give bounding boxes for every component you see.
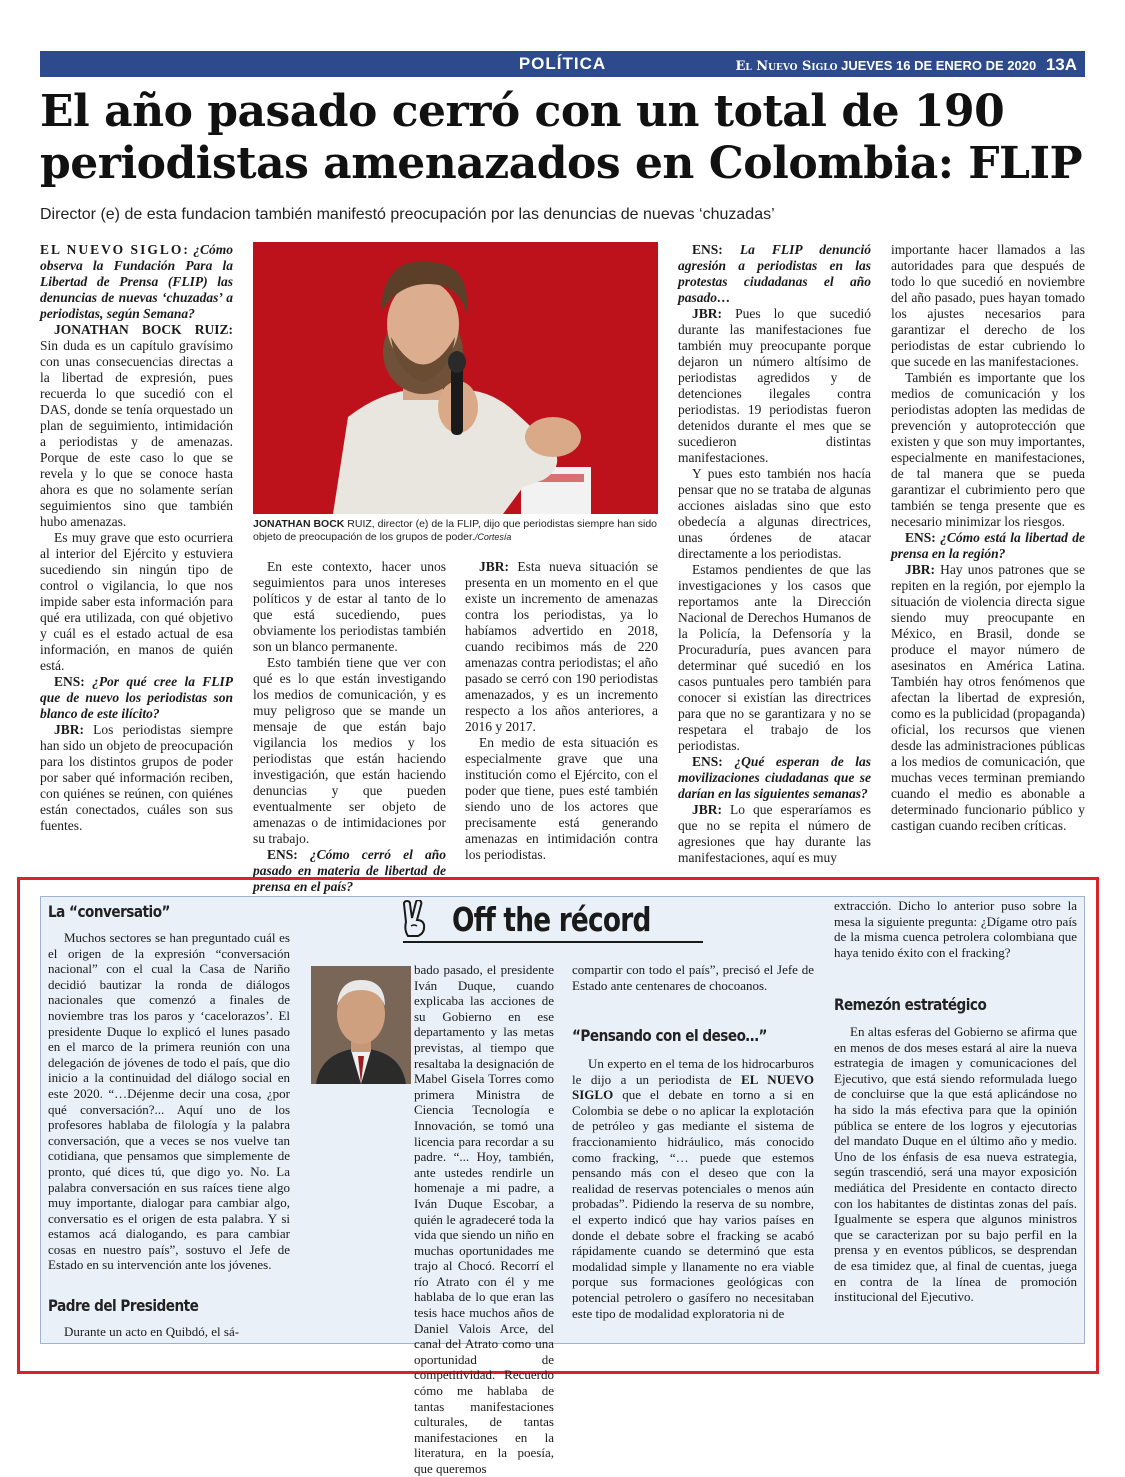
answer-speaker: JBR: — [54, 722, 84, 737]
otr-column-3-body — [572, 1056, 814, 1321]
answer-text: Lo que esperaríamos es que no se repita el número de agresiones que hay durante las manifestaciones, aquí es muy — [678, 802, 871, 865]
answer-speaker: JBR: — [905, 562, 935, 577]
question-text: ¿Cómo cerró el año pasado en materia de libertad de prensa en el país? — [253, 847, 446, 894]
question-lead: EL NUEVO SIGLO: — [40, 242, 190, 257]
answer-text: Hay unos patrones que se repiten en la región, por ejemplo la situación de violencia directa sigue siendo muy preocupante en México, en Brasil, donde se produce el mayor número de asesinatos en América Latina. También hay otros fenómenos que afectan la libertad de expresión, como es la publicidad (propaganda) oficial, los recursos que vienen desde las administraciones públicas a los medios de comunicación, que muchas veces terminan premiando cuando el medio es abonable a determinado funcionario público y castigan cuando reciben críticas. — [891, 562, 1085, 833]
paragraph: Muchos sectores se han preguntado cuál es el origen de la expresión “conversación nacional” con el cual la Casa de Nariño decidió bautizar la ronda de diálogos nacionales que comenzó a finales de noviembre tras los paros y ‘cacelorazos’. El presidente Duque lo explicó el lunes pasado en el marco de la primera reunión con una delegación de jóvenes de todo el país, que dio inicio a la continuidad del diálogo social en este 2020. “…Déjenme decir una cosa, ¿por qué conversación?... Aquí uno de los profesores hablaba de filología y la palabra conversación, que a veces se nos vuelve tan cotidiana, que pensamos que simplemente de pronto, qué dices tú, que digo yo. No. La palabra conversación en sus raíces tiene algo muy importante, dialogar para cambiar algo, conversatio es el origen de esta palabra. Y si estamos acá dialogando, es para cambiar cosas en nuestro país”, sostuvo el Jefe de Estado en su intervención ante los jóvenes. — [48, 930, 290, 1273]
paragraph: Esto también tiene que ver con qué es lo que están investigando los medios de comunicación, y es muy peligroso que se mande un mensaje de que están bajo vigilancia los medios y los periodistas que están haciendo investigación, que están haciendo denuncias y que pueden eventualmente ser objeto de amenazas o de intimidaciones por su trabajo. — [253, 655, 446, 846]
article-headline: El año pasado cerró con un total de 190 periodistas amenazados en Colombia: FLIP — [40, 86, 1083, 189]
paragraph: Y pues esto también nos hacía pensar que no se trataba de algunas acciones aisladas sino que esto obedecía a algunas directrices, unas órdenes de atacar directamente a los periodistas. — [678, 466, 871, 561]
victory-hand-icon — [398, 900, 440, 938]
otr-column-4-body — [834, 1024, 1077, 1305]
caption-name: JONATHAN BOCK — [253, 518, 345, 530]
paper-info — [735, 55, 1077, 75]
page-number: 13A — [1045, 55, 1077, 74]
answer-text: Sin duda es un capítulo gravísimo con unas consecuencias directas a la libertad de expresión, pues recuerda lo que sucedió con el DAS, donde se tenía orquestado un plan de seguimiento, intimidación a periodistas y de amenazas. Porque de este caso lo que se revela y lo que se conoce hasta ahora es que no solamente serían seguimientos sino que también hubo amenazas. — [40, 338, 233, 529]
paper-name: El Nuevo Siglo — [735, 59, 838, 74]
paragraph: Durante un acto en Quibdó, el sá- — [64, 1324, 240, 1339]
section-header-bar — [40, 51, 1085, 77]
issue-date: JUEVES 16 DE ENERO DE 2020 — [841, 58, 1037, 73]
section-heading: Padre del Presidente — [48, 1296, 199, 1315]
question-text: ¿Por qué cree la FLIP que de nuevo los periodistas son blanco de este ilícito? — [40, 674, 233, 721]
paragraph: En altas esferas del Gobierno se afirma que en menos de dos meses estará al aire la nueva estrategia de imagen y comunicaciones del Ejecutivo, que está siendo reformulada luego de concluirse que la que está aplicándose no ha sido la más efectiva para que la opinión pública se entere de los logros y ejecutorias del mandato Duque en el último año y medio. Uno de los énfasis de esa nueva estrategia, según trascendió, será una mayor exposición mediática del Presidente en contacto directo con los habitantes de distintas zonas del país. Igualmente se espera que algunos ministros que se caracterizan por su bajo perfil en la prensa y en eventos públicos, se desprendan de esa timidez que, al final de cuentas, juega en contra de la línea de promoción institucional del Ejecutivo. — [834, 1024, 1077, 1305]
question-lead: ENS: — [692, 242, 723, 257]
paragraph-part: que el debate en torno a si en Colombia se debe o no aplicar la explotación de petróleo y gas mediante el sistema de fraccionamiento hidráulico, más conocido como fracking, “… puede que estemos pensando más con el deseo que con la realidad de reservas potenciales o menos aún probadas”. Pidiendo la reserva de su nombre, el experto indicó que hay varios países en donde el debate sobre el fracking se acabó rápidamente cuando se determinó que esta modalidad simple y llanamente no era viable porque sus formaciones geológicas con potencial petrolero o gasífero no necesitaban este tipo de modalidad exploratoria ni de — [572, 1087, 814, 1321]
paragraph: Es muy grave que esto ocurriera al interior del Ejército y estuviera sucediendo sin ningún tipo de control o vigilancia, lo que nos impide saber esta información para qué era utilizada, con qué objetivo y cuál es el estado actual de esa información, en manos de quién está. — [40, 530, 233, 673]
paragraph: Estamos pendientes de que las investigaciones y los casos que reportamos ante la Dirección Nacional de Derechos Humanos de la Policía, la Defensoría y la Procuraduría, pues avancen para determinar qué sucedió en los casos puntuales pero también para conocer si existían las directrices para que no se garantizara y no se respetara el trabajo de los periodistas. — [678, 562, 871, 753]
question-text: ¿Cómo observa la Fundación Para la Libertad de Prensa (FLIP) las denuncias de nuevas ‘chuzadas’ a periodistas, según Semana? — [40, 242, 233, 321]
section-name: POLÍTICA — [518, 54, 607, 73]
paragraph: importante hacer llamados a las autoridades para que después de todo lo que sucedió en noviembre del año pasado, pues hayan tomado los ajustes necesarios para garantizar el derecho de los periodistas de estar cubriendo lo que sucede en las manifestaciones. — [891, 242, 1085, 369]
paragraph: compartir con todo el país”, precisó el Jefe de Estado ante centenares de chocoanos. — [572, 962, 814, 993]
answer-text: Pues lo que sucedió durante las manifestaciones fue también muy preocupante porque dejaron un número altísimo de periodistas agredidos y de detenciones ilegales contra periodistas. 19 periodistas fueron detenidos durante el mes que se sucedieron distintas manifestaciones. — [678, 306, 871, 465]
columnist-portrait — [311, 966, 411, 1084]
article-column-5 — [891, 242, 1085, 834]
question-text: ¿Qué esperan de las movilizaciones ciudadanas que se darían en las siguientes semanas? — [678, 754, 871, 801]
article-column-4 — [678, 242, 871, 866]
otr-column-2-top — [414, 962, 554, 1477]
paper-mention: EL NUEVO SIGLO — [572, 1071, 814, 1103]
otr-column-3 — [572, 962, 814, 993]
answer-text: Esta nueva situación se presenta en un momento en el que existe un incremento de amenazas contra los periodistas, ya lo habíamos advertido en 2018, cuando recibimos más de 220 amenazas contra periodistas; el año pasado se cerró con 190 periodistas amenazados, y es un incremento respecto a los años anteriores, a 2016 y 2017. — [465, 559, 658, 734]
answer-speaker: JONATHAN BOCK RUIZ: — [54, 322, 233, 337]
question-lead: ENS: — [692, 754, 723, 769]
question-text: La FLIP denunció agresión a periodistas en las protestas ciudadanas el año pasado… — [678, 242, 871, 305]
paragraph: extracción. Dicho lo anterior puso sobre la mesa la siguiente pregunta: ¿Dígame otro país de la misma cuenca petrolera colombiana que haya tenido éxito con el fracking? — [834, 898, 1077, 960]
section-heading: “Pensando con el deseo…” — [572, 1026, 767, 1045]
otr-column-1-cont — [48, 1324, 290, 1340]
paragraph-part: Un experto en el tema de los hidrocarburos le dijo a un periodista de — [572, 1056, 814, 1087]
photo-caption — [253, 518, 658, 544]
question-text: ¿Cómo está la libertad de prensa en la región? — [891, 530, 1085, 561]
article-column-3 — [465, 559, 658, 863]
paragraph — [414, 962, 554, 1477]
answer-speaker: JBR: — [479, 559, 509, 574]
answer-speaker: JBR: — [692, 802, 722, 817]
question-lead: ENS: — [905, 530, 936, 545]
article-photo — [253, 242, 658, 514]
section-heading: La “conversatio” — [48, 902, 170, 921]
question-lead: ENS: — [267, 847, 298, 862]
section-heading: Remezón estratégico — [834, 995, 987, 1014]
article-column-1 — [40, 242, 233, 834]
article-column-2 — [253, 559, 446, 895]
otr-column-1 — [48, 930, 290, 1273]
paragraph-part: bado pasado, el presidente Iván Duque, cuando explicaba las acciones de su Gobierno en ese departamento y las metas previstas, al tiempo que resaltaba la designación de Mabel Gisela Torres como primera Ministra de Ciencia Tecnología e Innovación, se tomó una licencia para recordar a su padre. “... Hoy, también, ante ustedes rendirle un homenaje a mi padre, a Iván Duque Escobar, a quién le agradeceré toda la vida que siendo un niño en muchas oportunidades me trajo al Chocó. Recorrí el río Atrato con él y me hablaba de lo que eran las tesis hace muchos años de Daniel Valois Arce, del canal del Atrato como una oportunidad de competitividad. Recuerdo cómo me hablaba de tantas manifestaciones culturales, de tantas manifestaciones en la literatura, en la poesía, que queremos — [414, 962, 554, 1476]
caption-text: RUIZ, director (e) de la FLIP, dijo que periodistas siempre han sido objeto de preocupación de los grupos de poder. — [253, 518, 658, 543]
speaker-photo-illustration — [253, 242, 658, 514]
answer-text: Los periodistas siempre han sido un objeto de preocupación para los distintos grupos de poder por saber qué información reciben, con quiénes se reúnen, con quiénes están conectados, cuáles son sus fuentes. — [40, 722, 233, 833]
title-rule — [403, 941, 703, 943]
question-lead: ENS: — [54, 674, 85, 689]
off-the-record-title: Off the récord — [452, 900, 651, 939]
paragraph: También es importante que los medios de comunicación y los periodistas adopten las medidas de prevención y autoprotección que existen y que son muy importantes, especialmente en manifestaciones, de tal manera que se pueda garantizar el cubrimiento pero que también se tenga presente que es necesario minimizar los riesgos. — [891, 370, 1085, 529]
paragraph: En medio de esta situación es especialmente grave que una institución como el Ejército, con el poder que tiene, pues esté también siendo uno de los actores que precisamente está generando amenazas en intimidación contra los periodistas. — [465, 735, 658, 862]
photo-source: /Cortesía — [474, 532, 512, 542]
paragraph: En este contexto, hacer unos seguimientos para unos intereses políticos y de estar al tanto de lo que está sucediendo, pues obviamente los periodistas también son un blanco permanente. — [253, 559, 446, 654]
article-subhead: Director (e) de esta fundacion también manifestó preocupación por las denuncias de nuevas ‘chuzadas’ — [40, 206, 775, 223]
otr-column-4 — [834, 898, 1077, 960]
answer-speaker: JBR: — [692, 306, 722, 321]
